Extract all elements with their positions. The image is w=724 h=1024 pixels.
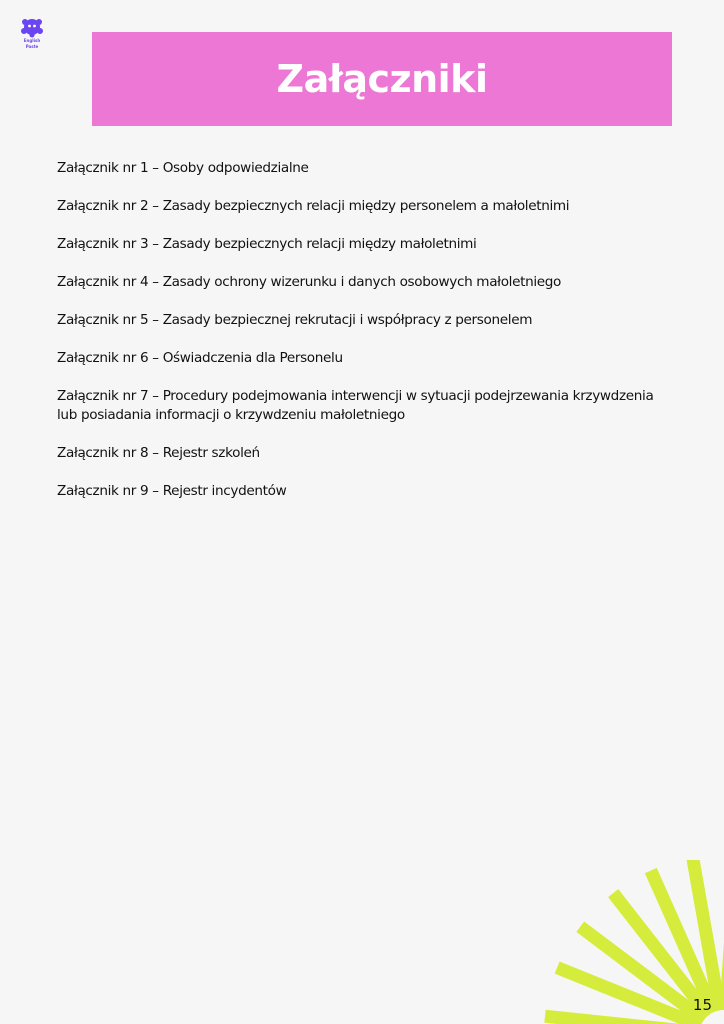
attachment-item-8: Załącznik nr 8 – Rejestr szkoleń	[57, 445, 260, 461]
title-banner	[92, 32, 672, 126]
attachment-item-3: Załącznik nr 3 – Zasady bezpiecznych relacji między małoletnimi	[57, 236, 477, 252]
page-number: 15	[692, 996, 712, 1014]
attachment-item-5: Załącznik nr 5 – Zasady bezpiecznej rekrutacji i współpracy z personelem	[57, 312, 533, 328]
brand-logo-text-line2: Paste	[25, 43, 39, 49]
attachment-item-1: Załącznik nr 1 – Osoby odpowiedzialne	[57, 160, 309, 176]
brand-logo-icon	[19, 16, 45, 38]
page-title: Załączniki	[276, 57, 488, 101]
attachments-list	[57, 159, 677, 520]
attachment-item-2: Załącznik nr 2 – Zasady bezpiecznych relacji między personelem a małoletnimi	[57, 198, 570, 214]
attachment-item-7: Załącznik nr 7 – Procedury podejmowania interwencji w sytuacji podejrzewania krzywdzenia lub posiadania informacji o krzywdzeniu małoletniego	[57, 388, 654, 423]
brand-logo-text-line1: English	[23, 38, 41, 43]
attachment-item-9: Załącznik nr 9 – Rejestr incydentów	[57, 483, 287, 499]
attachment-item-6: Załącznik nr 6 – Oświadczenia dla Personelu	[57, 350, 343, 366]
attachment-item-4: Załącznik nr 4 – Zasady ochrony wizerunku i danych osobowych małoletniego	[57, 274, 562, 290]
brand-logo	[19, 16, 45, 50]
